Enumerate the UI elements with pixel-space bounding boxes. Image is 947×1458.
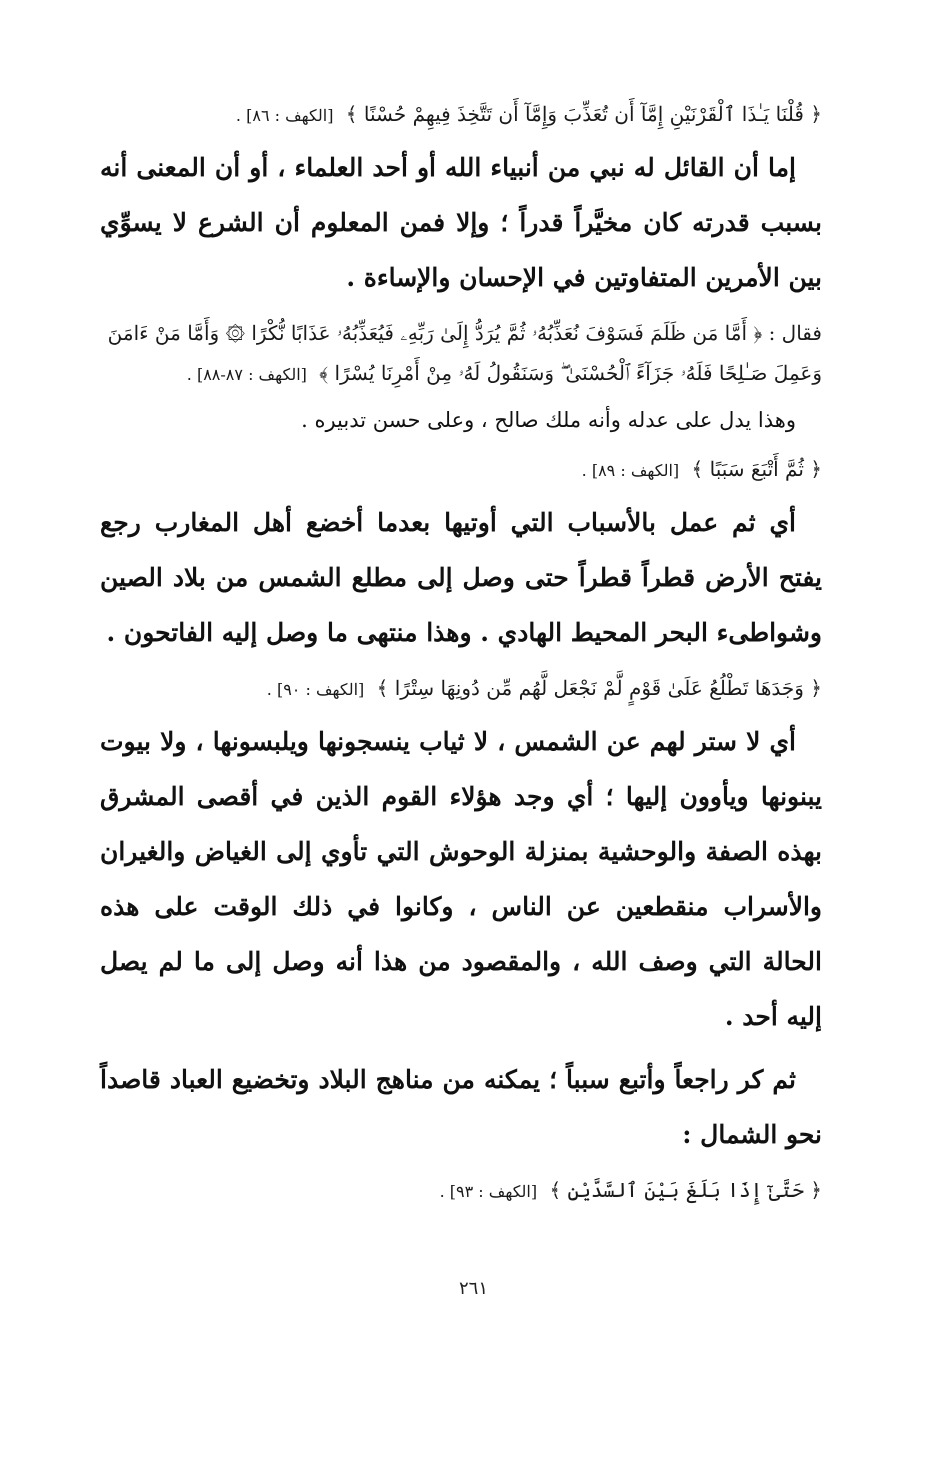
- verse-text: فقال : ﴿ أَمَّا مَن ظَلَمَ فَسَوْفَ نُعَذِّبُهُۥ ثُمَّ يُرَدُّ إِلَىٰ رَبِّهِۦ فَيُعَذِّبُهُۥ عَذَابًا نُّكْرًا ۞ وَأَمَّا مَنْ ءَامَنَ وَعَمِلَ صَـٰلِحًا فَلَهُۥ جَزَآءً ٱلْحُسْنَىٰ ۖ وَسَنَقُولُ لَهُۥ مِنْ أَمْرِنَا يُسْرًا ﴾: [107, 321, 822, 385]
- verse-reference: [الكهف : ٨٧-٨٨] .: [186, 365, 307, 384]
- verse-text: ﴿ وَجَدَهَا تَطْلُعُ عَلَىٰ قَوْمٍ لَّمْ نَجْعَل لَّهُم مِّن دُونِهَا سِتْرًا ﴾: [376, 676, 822, 700]
- quran-verse-86: [100, 94, 822, 136]
- verse-reference: [الكهف : ٩٣] .: [439, 1182, 538, 1201]
- page-number: ٢٦١: [458, 1278, 488, 1299]
- verse-reference: [الكهف : ٩٠] .: [266, 680, 365, 699]
- page-body: [100, 94, 822, 1216]
- paragraph-commentary-2: وهذا يدل على عدله وأنه ملك صالح ، وعلى حسن تدبيره .: [301, 408, 796, 432]
- verse-text: ﴿ حَتَّىٰٓ إِذَا بَلَغَ بَيْنَ ٱلسَّدَّيْنِ ﴾: [549, 1178, 822, 1202]
- verse-text: ﴿ ثُمَّ أَتْبَعَ سَبَبًا ﴾: [691, 457, 822, 481]
- quran-verse-87-88: [100, 313, 822, 395]
- quran-verse-89: [100, 449, 822, 491]
- paragraph-commentary-1: إما أن القائل له نبي من أنبياء الله أو أحد العلماء ، أو أن المعنى أنه بسبب قدرته كان مخيَّراً قدراً ؛ وإلا فمن المعلوم أن الشرع لا يسوِّي بين الأمرين المتفاوتين في الإحسان والإساءة .: [100, 153, 822, 292]
- paragraph-commentary-4: أي لا ستر لهم عن الشمس ، لا ثياب ينسجونها ويلبسونها ، ولا بيوت يبنونها ويأوون إليها ؛ أي وجد هؤلاء القوم الذين في أقصى المشرق بهذه الصفة والوحشية بمنزلة الوحوش التي تأوي إلى الغياض والغيران والأسراب منقطعين عن الناس ، وكانوا في ذلك الوقت على هذه الحالة التي وصف الله ، والمقصود من هذا أنه وصل إلى ما لم يصل إليه أحد .: [100, 727, 822, 1031]
- quran-verse-90: [100, 668, 822, 710]
- verse-reference: [الكهف : ٨٦] .: [235, 106, 334, 125]
- verse-text: ﴿ قُلْنَا يَـٰذَا ٱلْقَرْنَيْنِ إِمَّآ أَن تُعَذِّبَ وَإِمَّآ أَن تَتَّخِذَ فِيهِمْ حُسْنًا ﴾: [345, 102, 822, 126]
- paragraph-commentary-3: أي ثم عمل بالأسباب التي أوتيها بعدما أخضع أهل المغارب رجع يفتح الأرض قطراً قطراً حتى وصل إلى مطلع الشمس من بلاد الصين وشواطىء البحر المحيط الهادي . وهذا منتهى ما وصل إليه الفاتحون .: [100, 508, 822, 647]
- quran-verse-93: [100, 1170, 822, 1212]
- paragraph-commentary-5: ثم كر راجعاً وأتبع سبباً ؛ يمكنه من مناهج البلاد وتخضيع العباد قاصداً نحو الشمال :: [100, 1065, 822, 1149]
- verse-reference: [الكهف : ٨٩] .: [581, 461, 680, 480]
